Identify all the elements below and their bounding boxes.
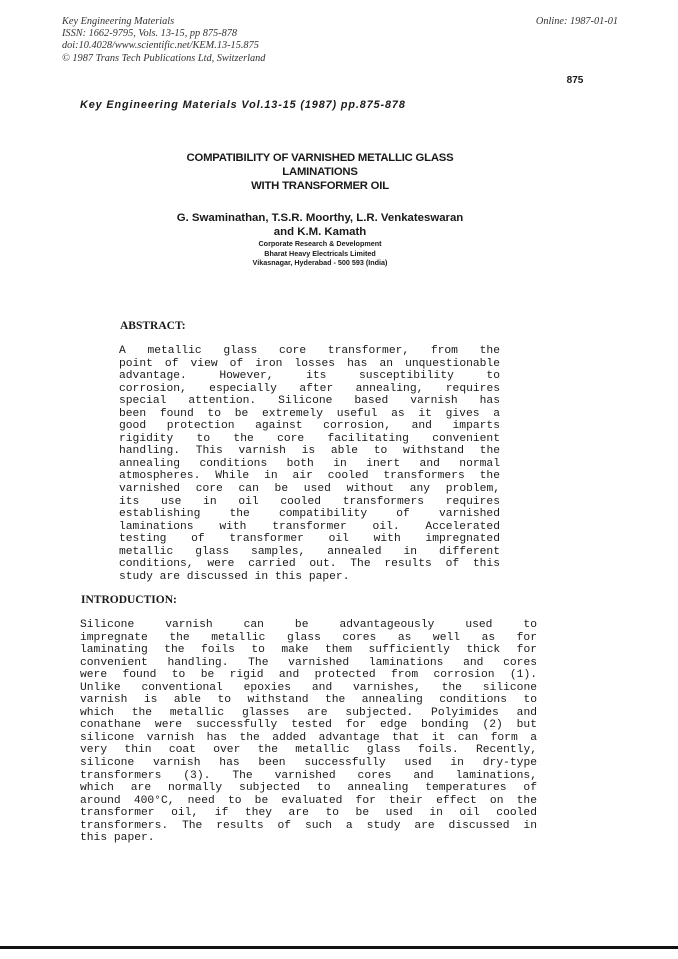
affiliation-line: Corporate Research & Development	[258, 239, 382, 248]
abstract-heading: ABSTRACT:	[120, 320, 186, 332]
text-line: special attention. Silicone based varnish has	[119, 395, 500, 408]
meta-line: © 1987 Trans Tech Publications Ltd, Switzerland	[62, 52, 266, 64]
text-line: corrosion, especially after annealing, requires	[119, 382, 500, 395]
introduction-body	[80, 619, 537, 845]
text-line: around 400°C, need to be evaluated for their effect on the	[80, 794, 537, 807]
text-line: Silicone varnish can be advantageously used to	[80, 619, 537, 631]
text-line: laminations with transformer oil. Accelerated	[119, 520, 500, 533]
text-line: transformers. The results of such a study are discussed in	[80, 819, 537, 832]
abstract-body	[119, 345, 500, 583]
text-line: metallic glass samples, annealed in different	[119, 545, 500, 558]
paper-title	[120, 151, 520, 193]
online-date: Online: 1987-01-01	[535, 16, 618, 27]
text-line: varnish is able to withstand the annealing conditions to	[80, 694, 537, 707]
authors-line: G. Swaminathan, T.S.R. Moorthy, L.R. Venkateswaran	[176, 212, 464, 224]
text-line: its use in oil cooled transformers requires	[119, 495, 500, 508]
title-line: LAMINATIONS	[282, 166, 358, 178]
title-line: WITH TRANSFORMER OIL	[251, 180, 389, 192]
text-line: were found to be rigid and protected from corrosion (1).	[80, 669, 537, 682]
text-line: very thin coat over the metallic glass foils. Recently,	[80, 744, 537, 757]
text-line: this paper.	[80, 832, 155, 845]
text-line: varnished core can be used without any problem,	[119, 483, 500, 496]
text-line: point of view of iron losses has an unquestionable	[119, 357, 500, 370]
title-line: COMPATIBILITY OF VARNISHED METALLIC GLASS	[186, 152, 454, 164]
text-line: been found to be extremely useful as it gives a	[119, 407, 500, 420]
text-line: testing of transformer oil with impregnated	[119, 533, 500, 546]
text-line: silicone varnish has been successfully used in dry-type	[80, 757, 537, 770]
authors-line: and K.M. Kamath	[273, 226, 367, 238]
text-line: transformer oil, if they are to be used in oil cooled	[80, 807, 537, 820]
text-line: laminating the foils to make them sufficiently thick for	[80, 644, 537, 657]
text-line: impregnate the metallic glass cores as well as for	[80, 631, 537, 644]
authors	[120, 211, 520, 239]
meta-line: ISSN: 1662-9795, Vols. 13-15, pp 875-878	[62, 28, 238, 40]
text-line: atmospheres. While in air cooled transformers the	[119, 470, 500, 483]
text-line: which the metallic glasses are subjected. Polyimides and	[80, 706, 537, 719]
text-line: study are discussed in this paper.	[119, 570, 350, 583]
text-line: A metallic glass core transformer, from the	[119, 345, 500, 357]
publication-metadata	[62, 16, 265, 65]
text-line: annealing conditions both in inert and normal	[119, 457, 500, 470]
text-line: which are normally subjected to annealing temperatures of	[80, 782, 537, 795]
text-line: conditions, were carried out. The results of this	[119, 558, 500, 571]
text-line: good protection against corrosion, and imparts	[119, 420, 500, 433]
text-line: silicone varnish has the added advantage that it can form a	[80, 731, 537, 744]
text-line: handling. This varnish is able to withstand the	[119, 445, 500, 458]
meta-line: Key Engineering Materials	[62, 16, 175, 27]
text-line: rigidity to the core facilitating convenient	[119, 432, 500, 445]
text-line: advantage. However, its susceptibility to	[119, 370, 500, 383]
text-line: transformers (3). The varnished cores and laminations,	[80, 769, 537, 782]
bottom-rule	[0, 946, 678, 949]
text-line: Unlike conventional epoxies and varnishes, the silicone	[80, 681, 537, 694]
page-number: 875	[566, 75, 584, 86]
affiliation	[170, 239, 470, 268]
introduction-heading: INTRODUCTION:	[81, 594, 177, 606]
text-line: conathane were successfully tested for edge bonding (2) but	[80, 719, 537, 732]
affiliation-line: Bharat Heavy Electricals Limited	[264, 248, 376, 258]
meta-line: doi:10.4028/www.scientific.net/KEM.13-15.875	[62, 40, 259, 52]
affiliation-line: Vikasnagar, Hyderabad - 500 593 (India)	[252, 258, 388, 268]
journal-reference: Key Engineering Materials Vol.13-15 (1987) pp.875-878	[80, 99, 406, 111]
text-line: convenient handling. The varnished laminations and cores	[80, 656, 537, 669]
text-line: establishing the compatibility of varnished	[119, 508, 500, 521]
